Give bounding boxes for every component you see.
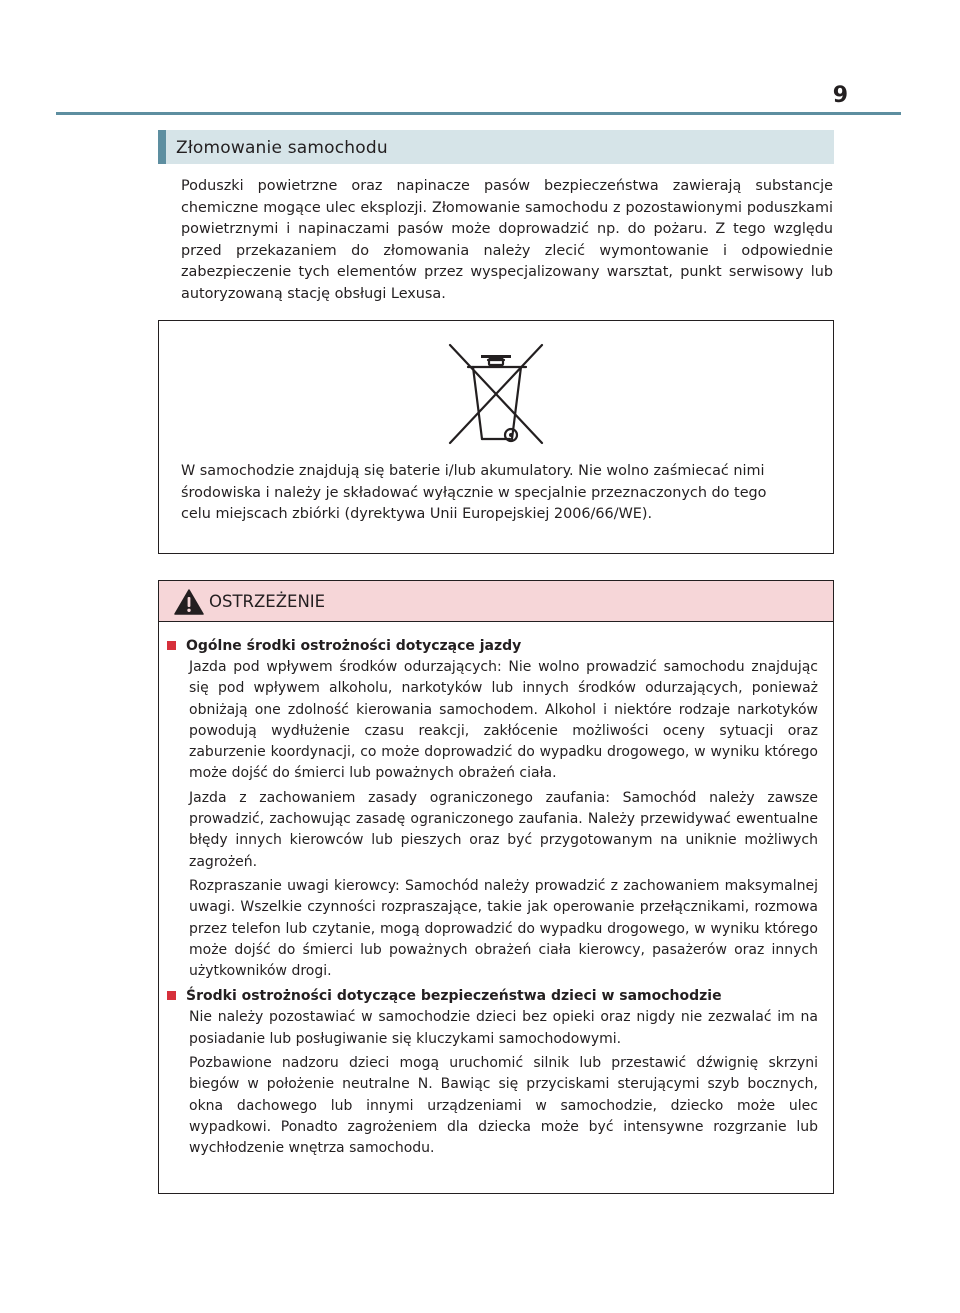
warning-body [159, 635, 833, 1163]
recycle-notice-text [181, 461, 833, 526]
section-header [158, 130, 834, 164]
page-number: 9 [832, 83, 848, 108]
warning-paragraph: Jazda z zachowaniem zasady ograniczonego zaufania: Samochód należy zawsze prowadzić, zachowując zasadę ograniczonego zaufania. Należy przewidywać ewentualne błędy innych kierowców lub pieszych oraz być przygotowanym na uniknie możliwych zagrożeń. [189, 789, 818, 870]
warning-item-title [167, 635, 833, 657]
warning-box [158, 580, 834, 1194]
warning-paragraph: Jazda pod wpływem środków odurzających: Nie wolno prowadzić samochodu znajdując się pod wpływem alkoholu, narkotyków lub innych środków odurzających, ponieważ obniżają one zdolność kierowania samochodem. Alkohol i niektóre rodzaje narkotyków powodują wydłużenie czasu reakcji, zakłócenie możliwości oceny sytuacji oraz zaburzenie koordynacji, co może doprowadzić do wypadku drogowego, w wyniku którego może dojść do śmierci lub poważnych obrażeń ciała. [189, 659, 818, 782]
recycle-notice-box [158, 320, 834, 554]
bullet-square-icon [167, 641, 176, 650]
warning-title: OSTRZEŻENIE [209, 592, 326, 611]
recycle-line-3: celu miejscach zbiórki (dyrektywa Unii Europejskiej 2006/66/WE). [181, 506, 653, 523]
section-header-bar [158, 130, 166, 164]
warning-triangle-icon [174, 589, 204, 615]
bullet-square-icon [167, 991, 176, 1000]
warning-header [159, 581, 833, 622]
intro-paragraph: Poduszki powietrzne oraz napinacze pasów bezpieczeństwa zawierają substancje chemiczne mogące ulec eksplozji. Złomowanie samochodu z pozostawionymi poduszkami powietrznymi i napinaczami pasów może doprowadzić np. do pożaru. Z tego względu przed przekazaniem do złomowania należy zlecić wymontowanie i odpowiednie zabezpieczenie tych elementów przez wyspecjalizowany warsztat, punkt serwisowy lub autoryzowaną stację obsługi Lexusa. [181, 178, 833, 302]
warning-paragraph: Rozpraszanie uwagi kierowcy: Samochód należy prowadzić z zachowaniem maksymalnej uwagi. Wszelkie czynności rozpraszające, takie jak operowanie przełącznikami, rozmowa przez telefon lub czytanie, mogą doprowadzić do wypadku drogowego, w wyniku którego może dojść do śmierci lub poważnych obrażeń ciała kierowcy, pasażerów oraz innych użytkowników drogi. [189, 877, 818, 980]
warning-item-title [167, 985, 833, 1007]
warning-paragraph: Nie należy pozostawiać w samochodzie dzieci bez opieki oraz nigdy nie zezwalać im na posiadanie lub posługiwanie się kluczykami samochodowymi. [189, 1009, 818, 1047]
warning-paragraph: Pozbawione nadzoru dzieci mogą uruchomić silnik lub przestawić dźwignię skrzyni biegów w położenie neutralne N. Bawiąc się przyciskami sterującymi szyb bocznych, okna dachowego lub innymi urządzeniami w samochodzie, dziecko może ulec wypadkowi. Ponadto zagrożeniem dla dziecka może być intensywne rozgrzanie lub wychłodzenie wnętrza samochodu. [189, 1055, 818, 1157]
header-rule [56, 112, 901, 115]
section-title: Złomowanie samochodu [176, 138, 388, 158]
crossed-out-bin-icon [444, 343, 548, 465]
recycle-line-1: W samochodzie znajdują się baterie i/lub akumulatory. Nie wolno zaśmiecać nimi [181, 463, 765, 479]
warning-item-title-text: Ogólne środki ostrożności dotyczące jazdy [186, 638, 522, 654]
recycle-line-2: środowiska i należy je składować wyłącznie w specjalnie przeznaczonych do tego [181, 484, 767, 501]
warning-item-title-text: Środki ostrożności dotyczące bezpieczeństwa dzieci w samochodzie [186, 988, 722, 1005]
